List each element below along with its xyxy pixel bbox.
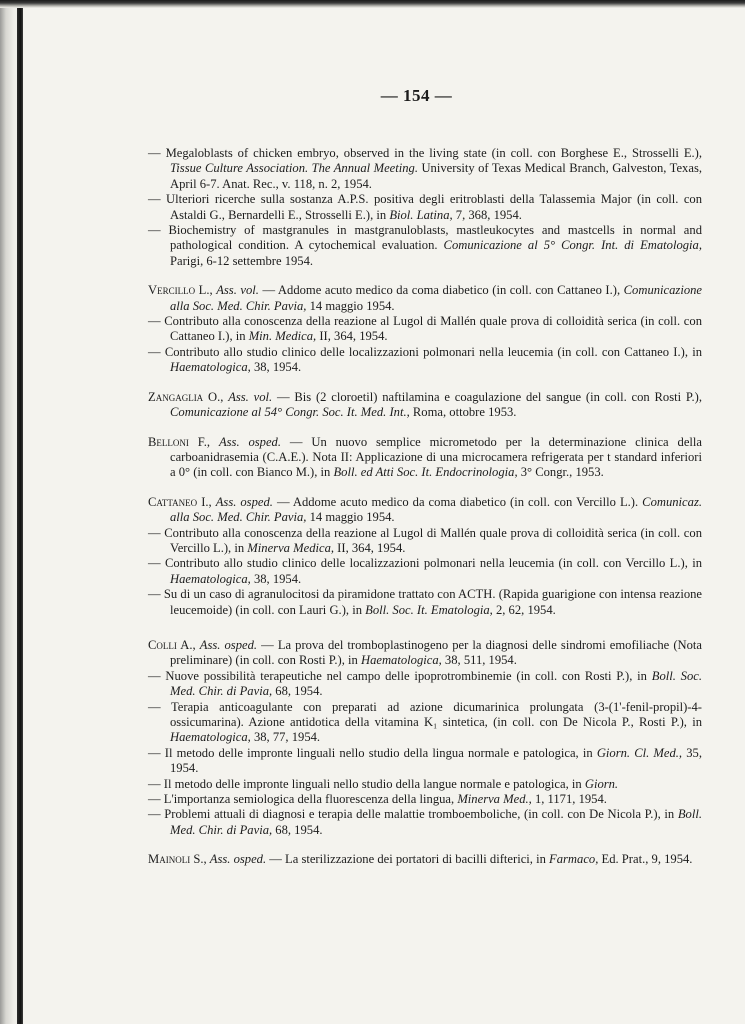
- bibliography-entry: [148, 390, 702, 421]
- citation-text: L'importanza semiologica della fluorescenza della lingua,: [163, 792, 458, 807]
- citation-text: — Addome acuto medico da coma diabetico (in coll. con Vercillo L.).: [272, 494, 643, 509]
- citation-italic: Comunicaz. alla Soc. Med. Chir. Pavia,: [170, 494, 702, 525]
- citation-text: — Un nuovo semplice micrometodo per la determinazione clinica della carboanidrasemia (C.A.E.). Nota II: Applicazione di una microcamera refrigerata per t standard inferiori a 0° (in coll. con Bianco M.), in: [170, 434, 702, 480]
- citation-italic: Min. Medica,: [248, 329, 317, 344]
- citation-text: Megaloblasts of chicken embryo, observed in the living state (in coll. con Borghese E., Strosselli E.),: [165, 146, 703, 160]
- bibliography-entry: [148, 746, 702, 777]
- citation-italic: Comunicazione al 5° Congr. Int. di Ematologia,: [443, 238, 702, 253]
- entry-dash: —: [148, 223, 169, 238]
- author-name: Belloni F.,: [148, 434, 211, 449]
- citation-text: Parigi, 6-12 settembre 1954.: [170, 253, 314, 268]
- citation-text: 7, 368, 1954.: [452, 207, 522, 222]
- bibliography-entry: [148, 223, 702, 269]
- citation-italic: Ass. osped.: [199, 637, 258, 652]
- bibliography-entry: [148, 345, 702, 376]
- citation-text: 35, 1954.: [170, 745, 702, 776]
- citation-italic: Ass. osped.: [218, 434, 282, 449]
- entry-dash: —: [148, 792, 164, 807]
- citation-italic: Tissue Culture Association. The Annual Meeting.: [170, 161, 418, 176]
- entry-dash: —: [148, 314, 165, 329]
- bibliography-entry: [148, 777, 702, 792]
- citation-text: — La prova del tromboplastinogeno per la diagnosi delle sindromi emofiliache (Nota preliminare) (in coll. con Rosti P.), in: [170, 637, 702, 668]
- citation-italic: Comunicazione alla Soc. Med. Chir. Pavia,: [170, 283, 703, 313]
- citation-italic: Haematologica,: [170, 730, 251, 745]
- citation-italic: Farmaco,: [549, 852, 599, 867]
- citation-text: — Addome acuto medico da coma diabetico (in coll. con Cattaneo I.),: [258, 283, 624, 298]
- citation-italic: Ass. osped.: [215, 494, 273, 509]
- citation-italic: Boll. Med. Chir. di Pavia,: [170, 807, 702, 837]
- citation-text: II, 364, 1954.: [316, 329, 388, 344]
- bibliography-entry: [148, 192, 702, 223]
- bibliography-entry: [148, 669, 702, 700]
- citation-text: 3° Congr., 1953.: [517, 465, 604, 480]
- entry-dash: —: [148, 344, 165, 359]
- entry-dash: —: [148, 668, 166, 683]
- citation-text: Contributo allo studio clinico delle localizzazioni polmonari nella leucemia (in coll. con Vercillo L.), in: [164, 556, 702, 571]
- citation-text: — La sterilizzazione dei portatori di bacilli difterici, in: [266, 852, 550, 867]
- author-name: Vercillo L.,: [148, 283, 213, 298]
- citation-italic: Giorn.: [584, 776, 619, 791]
- author-group: [148, 390, 702, 421]
- page-number: — 154 —: [380, 86, 453, 105]
- bibliography-entry: [148, 556, 702, 587]
- citation-text: Biochemistry of mastgranules in mastgranuloblasts, mastleukocytes and mastcells in normal and pathological condition. A cytochemical evaluation.: [168, 223, 702, 253]
- citation-text: Ulteriori ricerche sulla sostanza A.P.S. positiva degli eritroblasti della Talassemia Major (in coll. con Astaldi G., Bernardelli E., Strosselli E.), in: [166, 192, 702, 222]
- entry-dash: —: [148, 745, 165, 760]
- entry-dash: —: [148, 525, 165, 540]
- entry-dash: —: [148, 776, 164, 791]
- entry-dash: —: [148, 807, 165, 822]
- citation-text: Ed. Prat., 9, 1954.: [598, 852, 693, 867]
- citation-italic: Boll. ed Atti Soc. It. Endocrinologia,: [333, 465, 518, 480]
- citation-text: 14 maggio 1954.: [306, 298, 395, 313]
- author-group: [148, 495, 702, 618]
- bibliography-entry: [148, 283, 702, 314]
- citation-text: Nuove possibilità terapeutiche nel campo delle ipoprotrombinemie (in coll. con Rosti P.), in: [165, 668, 652, 683]
- citation-text: Roma, ottobre 1953.: [409, 405, 517, 420]
- citation-text: — Bis (2 cloroetil) naftilamina e coagulazione del sangue (in coll. con Rosti P.),: [272, 389, 703, 404]
- citation-text: University of Texas Medical Branch, Galveston, Texas, April 6-7. Anat. Rec., v. 118, n. 2, 1954.: [170, 161, 702, 191]
- author-group: [148, 638, 702, 838]
- citation-text: 38, 1954.: [250, 360, 302, 375]
- citation-italic: Ass. vol.: [216, 283, 259, 298]
- bibliography-entry: [148, 314, 702, 345]
- citation-text: 38, 511, 1954.: [441, 653, 517, 668]
- citation-italic: Minerva Med.,: [457, 792, 532, 807]
- citation-text: Contributo alla conoscenza della reazione al Lugol di Mallén quale prova di colloidità serica (in coll. con Vercillo L.), in: [164, 525, 702, 555]
- bibliography-entry: [148, 807, 702, 838]
- citation-text: Problemi attuali di diagnosi e terapia delle malattie tromboemboliche, (in coll. con De Nicola P.), in: [164, 807, 678, 822]
- citation-text: 2, 62, 1954.: [492, 602, 556, 617]
- citation-text: 38, 77, 1954.: [250, 730, 321, 745]
- author-name: Zangaglia O.,: [148, 389, 224, 404]
- citation-italic: Boll. Soc. It. Ematologia,: [365, 602, 493, 617]
- bibliography-entry: [148, 587, 702, 618]
- citation-text: Terapia anticoagulante con preparati ad azione dicumarinica prolungata (3-(1'-fenil-propil)-4-ossicumarina). Azione antidotica della vitamina K₁ sintetica, (in coll. con De Nicola P., Rosti P.), in: [170, 699, 702, 729]
- citation-italic: Ass. osped.: [209, 852, 267, 867]
- author-group: [148, 146, 702, 269]
- author-group: [148, 283, 702, 375]
- citation-text: II, 364, 1954.: [334, 540, 406, 555]
- citation-italic: Minerva Medica,: [247, 540, 335, 555]
- entry-dash: —: [148, 192, 167, 207]
- entry-dash: —: [148, 556, 165, 571]
- bibliography-list: [148, 146, 702, 882]
- scan-top-edge: [0, 0, 745, 8]
- entry-dash: —: [148, 146, 166, 160]
- citation-text: Il metodo delle impronte linguali nello studio della lingua normale e patologica, in: [164, 745, 597, 760]
- citation-italic: Boll. Soc. Med. Chir. di Pavia,: [170, 668, 702, 699]
- citation-italic: Haematologica,: [170, 571, 251, 586]
- citation-italic: Comunicazione al 54° Congr. Soc. It. Med. Int.,: [170, 405, 410, 420]
- bibliography-entry: [148, 792, 702, 807]
- author-group: [148, 852, 702, 867]
- citation-text: 1, 1171, 1954.: [531, 792, 607, 807]
- citation-italic: Haematologica,: [170, 360, 251, 375]
- bibliography-entry: [148, 435, 702, 481]
- citation-text: 14 maggio 1954.: [306, 510, 395, 525]
- citation-text: Il metodo delle impronte linguali nello studio della langue normale e patologica, in: [163, 776, 585, 791]
- author-name: Colli A.,: [148, 637, 196, 652]
- bibliography-entry: [148, 146, 702, 192]
- citation-italic: Giorn. Cl. Med.,: [596, 745, 683, 760]
- citation-italic: Biol. Latina,: [389, 207, 453, 222]
- citation-text: Contributo allo studio clinico delle localizzazioni polmonari nella leucemia (in coll. con Cattaneo I.), in: [164, 344, 702, 359]
- binding-shadow: [17, 0, 23, 1024]
- citation-text: Su di un caso di agranulocitosi da piramidone trattato con ACTH. (Rapida guarigione con intensa reazione leucemoide) (in coll. con Lauri G.), in: [163, 587, 702, 617]
- citation-text: 68, 1954.: [272, 822, 323, 837]
- citation-text: 38, 1954.: [250, 571, 302, 586]
- bibliography-entry: [148, 638, 702, 669]
- citation-italic: Ass. vol.: [228, 389, 273, 404]
- entry-dash: —: [148, 699, 171, 714]
- citation-text: Contributo alla conoscenza della reazione al Lugol di Mallén quale prova di colloidità serica (in coll. con Cattaneo I.), in: [164, 314, 702, 344]
- citation-text: [210, 435, 219, 449]
- bibliography-entry: [148, 495, 702, 526]
- entry-dash: —: [148, 587, 164, 602]
- bibliography-entry: [148, 526, 702, 557]
- author-name: Mainoli S.,: [148, 852, 207, 867]
- bibliography-entry: [148, 700, 702, 746]
- author-group: [148, 435, 702, 481]
- citation-text: 68, 1954.: [272, 684, 323, 699]
- citation-italic: Haematologica,: [360, 653, 442, 668]
- author-name: Cattaneo I.,: [148, 494, 212, 509]
- bibliography-entry: [148, 852, 702, 867]
